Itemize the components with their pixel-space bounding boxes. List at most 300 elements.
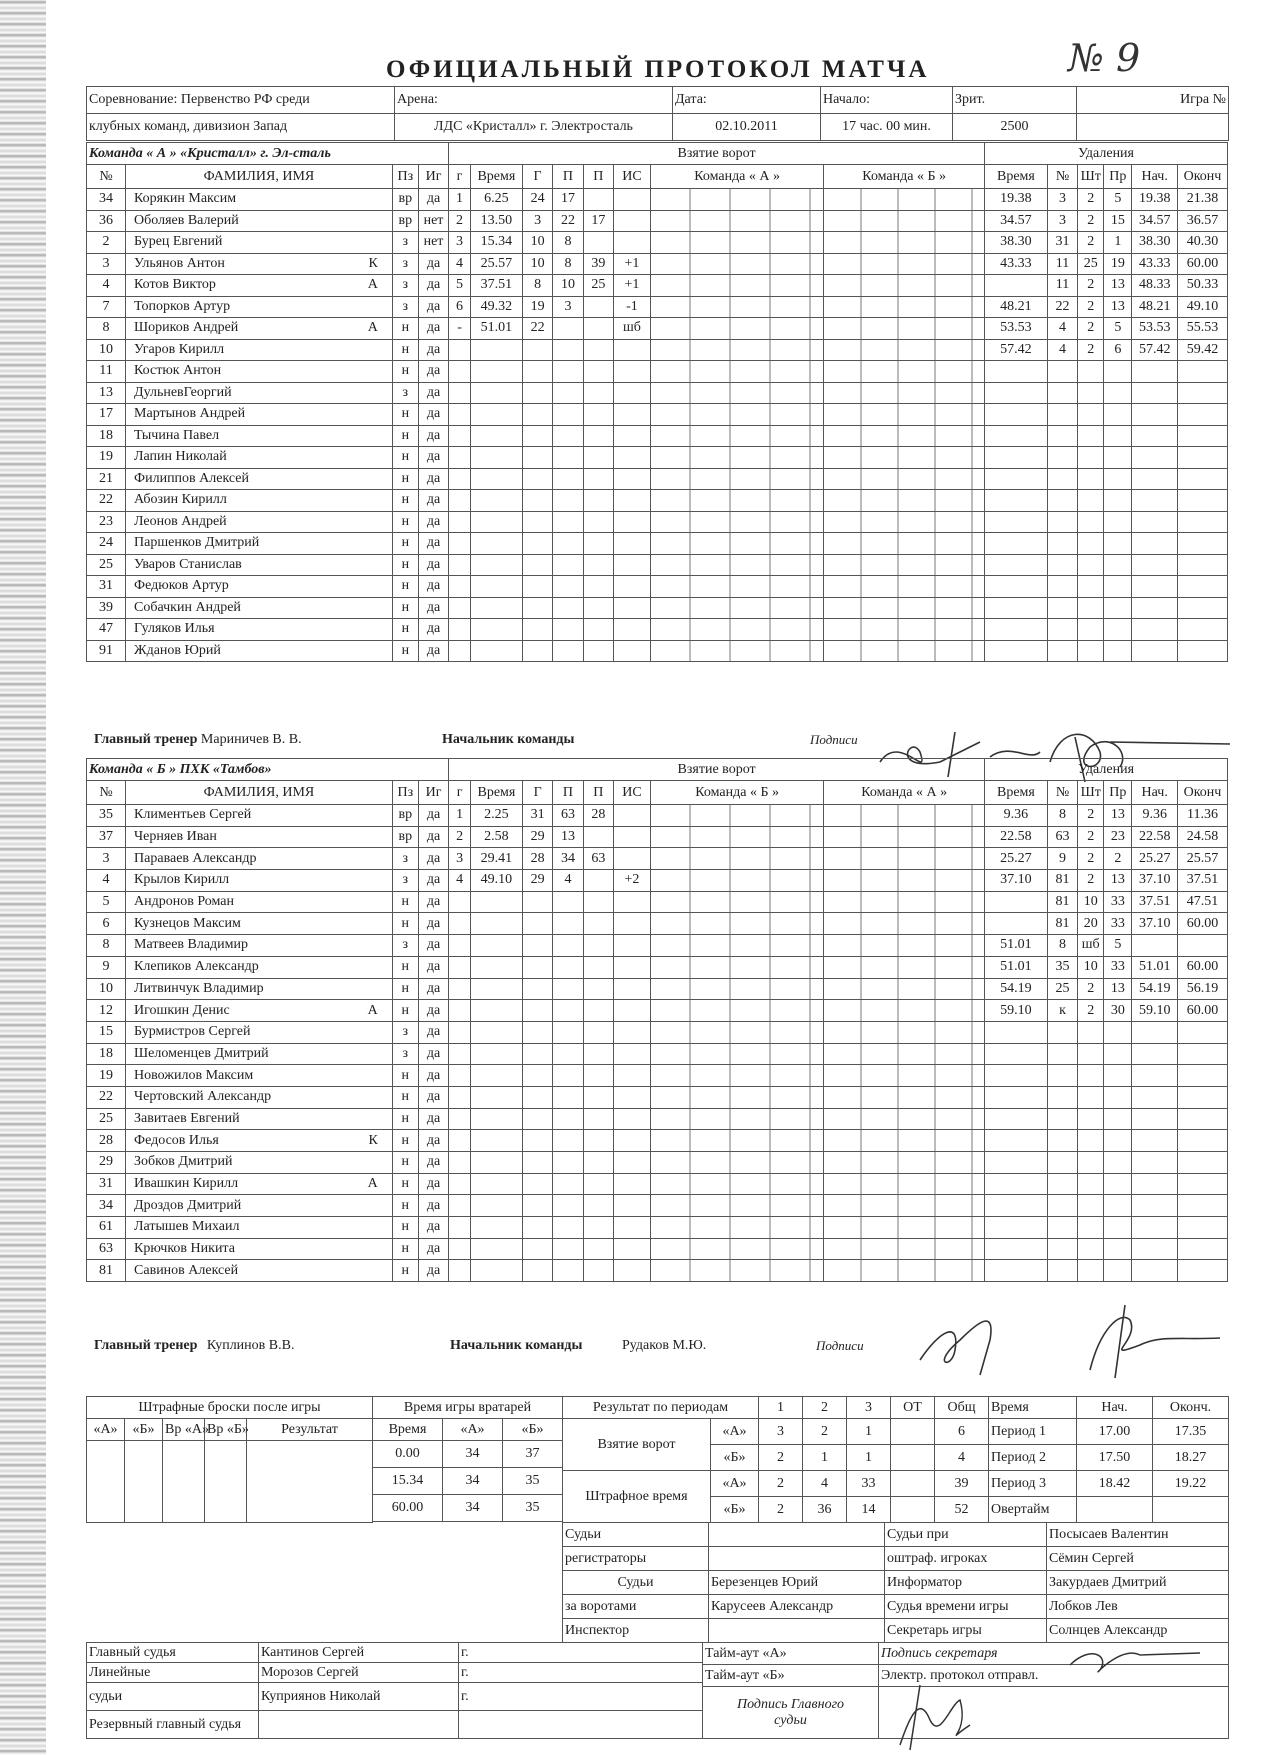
goal-p2 <box>583 935 613 957</box>
goal-is <box>614 1238 651 1260</box>
goal-p2 <box>583 978 613 1000</box>
player-row <box>87 511 1228 533</box>
player-row <box>87 361 1228 383</box>
penalty-time <box>984 554 1047 576</box>
goal-p1 <box>553 619 583 641</box>
goal-g <box>522 339 552 361</box>
period-start: 18.42 <box>1077 1471 1153 1497</box>
goal-g <box>449 956 471 978</box>
penalty-no <box>1047 1130 1077 1152</box>
spectators-value: 2500 <box>953 114 1077 141</box>
player-number: 12 <box>87 1000 126 1022</box>
penalty-no <box>1047 447 1077 469</box>
referee-label: Главный судья <box>87 1643 259 1663</box>
penalty-start <box>1132 361 1178 383</box>
player-played: да <box>418 1152 448 1174</box>
goals-own-cell <box>650 1000 824 1022</box>
period-times-table <box>988 1396 1229 1523</box>
period-end <box>1153 1497 1229 1523</box>
period-results-table <box>562 1396 989 1523</box>
team-header: Команда « Б » ПХК «Тамбов» <box>87 759 449 781</box>
goal-p2 <box>583 382 613 404</box>
penalty-pr: 5 <box>1104 318 1132 340</box>
goals-opp-cell <box>824 361 985 383</box>
player-role: К <box>368 255 378 271</box>
player-row <box>87 296 1228 318</box>
goal-is: шб <box>614 318 651 340</box>
timeout-b-label: Тайм-аут «Б» <box>703 1665 879 1687</box>
goalie-time-title: Время игры вратарей <box>373 1397 563 1419</box>
penalty-sht: 2 <box>1078 210 1104 232</box>
goal-p2 <box>583 425 613 447</box>
goal-is <box>614 1043 651 1065</box>
player-name-cell <box>126 576 393 598</box>
player-position: н <box>392 891 418 913</box>
goal-is <box>614 382 651 404</box>
penalty-no: 81 <box>1047 891 1077 913</box>
pim-b-p3: 14 <box>847 1497 891 1523</box>
goals-opp-cell <box>824 339 985 361</box>
player-name-cell <box>126 339 393 361</box>
player-row <box>87 404 1228 426</box>
goal-is <box>614 404 651 426</box>
player-played: да <box>418 935 448 957</box>
player-number: 36 <box>87 210 126 232</box>
informer-label: Информатор <box>885 1571 1047 1595</box>
player-name-cell <box>126 1043 393 1065</box>
penalty-start <box>1132 404 1178 426</box>
reg-judges-label-1: Судьи <box>563 1523 709 1547</box>
penalty-pr <box>1104 1152 1132 1174</box>
penalty-time: 51.01 <box>984 935 1047 957</box>
penalty-time <box>984 1238 1047 1260</box>
goals-own-cell <box>650 826 824 848</box>
goalie-col-time: Время <box>373 1419 443 1441</box>
player-name-cell <box>126 1065 393 1087</box>
player-position: н <box>392 956 418 978</box>
player-played: да <box>418 253 448 275</box>
player-played: да <box>418 805 448 827</box>
player-name-cell <box>126 361 393 383</box>
head-sig-line-1: Подпись Главного <box>736 1696 845 1712</box>
periods-col-ot: ОТ <box>891 1397 935 1419</box>
player-row <box>87 189 1228 211</box>
player-name: ДульневГеоргий <box>134 384 232 400</box>
goal-g <box>449 1021 471 1043</box>
goal-p1 <box>553 318 583 340</box>
goal-p1 <box>553 978 583 1000</box>
penalty-end: 47.51 <box>1177 891 1227 913</box>
goal-p1 <box>553 956 583 978</box>
penalty-end: 55.53 <box>1177 318 1227 340</box>
penalty-sht <box>1078 1238 1104 1260</box>
penalty-time: 48.21 <box>984 296 1047 318</box>
goal-p2 <box>583 1173 613 1195</box>
penalty-time <box>984 490 1047 512</box>
player-name: Топорков Артур <box>134 298 231 314</box>
penalties-title: Удаления <box>984 143 1227 165</box>
player-name-cell <box>126 597 393 619</box>
col-pen-minutes: Шт <box>1078 781 1104 805</box>
head-sig-line-2: судьи <box>774 1712 807 1728</box>
penalty-time: 43.33 <box>984 253 1047 275</box>
goal-g <box>522 597 552 619</box>
goal-p1: 8 <box>553 232 583 254</box>
player-position: з <box>392 275 418 297</box>
player-name: Жданов Юрий <box>134 642 221 658</box>
penalty-start: 9.36 <box>1132 805 1178 827</box>
goal-is <box>614 447 651 469</box>
player-played: да <box>418 533 448 555</box>
goal-g <box>522 1260 552 1282</box>
player-number: 11 <box>87 361 126 383</box>
penalty-no: 11 <box>1047 253 1077 275</box>
goals-own-cell <box>650 848 824 870</box>
player-played: да <box>418 1217 448 1239</box>
goal-p1: 63 <box>553 805 583 827</box>
goal-g <box>449 533 471 555</box>
goal-g <box>449 1065 471 1087</box>
player-number: 8 <box>87 935 126 957</box>
pim-a-p1: 2 <box>759 1471 803 1497</box>
penalty-no <box>1047 1086 1077 1108</box>
player-position: з <box>392 382 418 404</box>
player-row <box>87 1021 1228 1043</box>
player-number: 15 <box>87 1021 126 1043</box>
player-position: н <box>392 1086 418 1108</box>
penalty-sht: 2 <box>1078 339 1104 361</box>
penalty-end <box>1177 382 1227 404</box>
player-name-cell <box>126 1260 393 1282</box>
player-name-cell <box>126 404 393 426</box>
pim-a-ot <box>891 1471 935 1497</box>
goals-a-p2: 2 <box>803 1419 847 1445</box>
goal-g: 3 <box>522 210 552 232</box>
player-row <box>87 275 1228 297</box>
player-name: Федосов Илья <box>134 1132 219 1148</box>
penalty-start: 51.01 <box>1132 956 1178 978</box>
player-position: н <box>392 404 418 426</box>
penalty-end: 25.57 <box>1177 848 1227 870</box>
goal-p2 <box>583 511 613 533</box>
penalty-end: 60.00 <box>1177 956 1227 978</box>
player-row <box>87 232 1228 254</box>
date-value: 02.10.2011 <box>673 114 821 141</box>
goal-time <box>470 533 522 555</box>
goal-is <box>614 597 651 619</box>
period-end: 17.35 <box>1153 1419 1229 1445</box>
penalty-no: 22 <box>1047 296 1077 318</box>
player-position: н <box>392 597 418 619</box>
goal-is <box>614 232 651 254</box>
player-name-cell <box>126 1108 393 1130</box>
goal-p2 <box>583 1238 613 1260</box>
goal-g <box>449 339 471 361</box>
arena-value: ЛДС «Кристалл» г. Электросталь <box>395 114 673 141</box>
goal-time <box>470 447 522 469</box>
goals-opp-cell <box>824 533 985 555</box>
goalie-time-row <box>373 1468 563 1495</box>
penalty-sht: 25 <box>1078 253 1104 275</box>
goals-opp-cell <box>824 1021 985 1043</box>
goal-g: 29 <box>522 870 552 892</box>
linesmen-label-1: Линейные <box>87 1663 259 1683</box>
player-number: 7 <box>87 296 126 318</box>
player-number: 19 <box>87 1065 126 1087</box>
linesman-2-city: г. <box>459 1683 703 1711</box>
goal-time <box>470 490 522 512</box>
player-name: Костюк Антон <box>134 363 222 379</box>
player-position: н <box>392 1130 418 1152</box>
player-row <box>87 826 1228 848</box>
player-number: 3 <box>87 253 126 275</box>
player-name: Леонов Андрей <box>134 513 227 529</box>
penalty-end <box>1177 404 1227 426</box>
penalty-no: 4 <box>1047 318 1077 340</box>
reg-judges-label-2: регистраторы <box>563 1547 709 1571</box>
goal-g: 8 <box>522 275 552 297</box>
penalty-no: к <box>1047 1000 1077 1022</box>
goal-g <box>449 447 471 469</box>
penalty-pr <box>1104 1108 1132 1130</box>
player-position: н <box>392 554 418 576</box>
penalty-no: 11 <box>1047 275 1077 297</box>
player-number: 81 <box>87 1260 126 1282</box>
period-times-time-label: Время <box>989 1397 1077 1419</box>
game-number-value <box>1077 114 1229 141</box>
player-name-cell <box>126 1195 393 1217</box>
penalty-end <box>1177 1217 1227 1239</box>
penalty-start <box>1132 447 1178 469</box>
goal-is <box>614 1086 651 1108</box>
goal-g <box>522 935 552 957</box>
penalty-end <box>1177 533 1227 555</box>
penalty-sht <box>1078 1021 1104 1043</box>
player-played: да <box>418 640 448 662</box>
player-number: 8 <box>87 318 126 340</box>
penalty-start: 37.51 <box>1132 891 1178 913</box>
player-position: н <box>392 1217 418 1239</box>
penalty-start <box>1132 490 1178 512</box>
player-name-cell <box>126 978 393 1000</box>
penalty-start <box>1132 1130 1178 1152</box>
penalty-end <box>1177 468 1227 490</box>
goal-p2 <box>583 447 613 469</box>
goal-g <box>522 640 552 662</box>
goal-is <box>614 339 651 361</box>
goal-g: 4 <box>449 870 471 892</box>
goal-p2 <box>583 956 613 978</box>
penalty-pr <box>1104 361 1132 383</box>
player-row <box>87 913 1228 935</box>
goal-time <box>470 1130 522 1152</box>
player-name: Ивашкин Кирилл <box>134 1176 239 1192</box>
goal-p2 <box>583 339 613 361</box>
penalty-time: 9.36 <box>984 805 1047 827</box>
goals-own-cell <box>650 404 824 426</box>
shootout-col-b: «Б» <box>125 1419 163 1441</box>
penalty-end: 49.10 <box>1177 296 1227 318</box>
penalty-pr <box>1104 1086 1132 1108</box>
goal-time <box>470 1238 522 1260</box>
goal-g: 6 <box>449 296 471 318</box>
penalty-start: 54.19 <box>1132 978 1178 1000</box>
player-position: з <box>392 870 418 892</box>
goals-opp-cell <box>824 275 985 297</box>
goals-opp-cell <box>824 1086 985 1108</box>
goals-opp-cell <box>824 468 985 490</box>
goal-g <box>449 554 471 576</box>
penalty-start <box>1132 640 1178 662</box>
goals-own-cell <box>650 339 824 361</box>
penalty-time <box>984 1173 1047 1195</box>
period-end: 19.22 <box>1153 1471 1229 1497</box>
game-number-label: Игра № <box>1077 87 1229 114</box>
goal-g <box>449 597 471 619</box>
goal-p1: 34 <box>553 848 583 870</box>
goal-p2 <box>583 1217 613 1239</box>
goals-own-cell <box>650 533 824 555</box>
penalty-start: 34.57 <box>1132 210 1178 232</box>
penalty-pr <box>1104 511 1132 533</box>
player-name: Чертовский Александр <box>134 1089 272 1105</box>
penalty-no <box>1047 1152 1077 1174</box>
player-number: 4 <box>87 275 126 297</box>
player-number: 31 <box>87 1173 126 1195</box>
goal-p2 <box>583 913 613 935</box>
goals-opp-cell <box>824 554 985 576</box>
player-number: 35 <box>87 805 126 827</box>
penalty-time <box>984 1195 1047 1217</box>
match-header <box>86 86 1229 141</box>
goal-p1 <box>553 447 583 469</box>
goals-own-cell <box>650 1065 824 1087</box>
player-number: 13 <box>87 382 126 404</box>
player-name-cell <box>126 210 393 232</box>
goal-is <box>614 891 651 913</box>
goal-p2 <box>583 870 613 892</box>
player-name-cell <box>126 1130 393 1152</box>
player-played: да <box>418 1021 448 1043</box>
player-row <box>87 210 1228 232</box>
goal-g <box>522 913 552 935</box>
player-name: Дроздов Дмитрий <box>134 1197 242 1213</box>
goals-opp-cell <box>824 826 985 848</box>
penalty-start: 48.33 <box>1132 275 1178 297</box>
goals-opp-cell <box>824 891 985 913</box>
penalty-time <box>984 533 1047 555</box>
goal-p2 <box>583 1043 613 1065</box>
period-start: 17.50 <box>1077 1445 1153 1471</box>
goals-own-cell <box>650 619 824 641</box>
team-b-manager-value: Рудаков М.Ю. <box>622 1338 707 1353</box>
penalty-no: 4 <box>1047 339 1077 361</box>
player-row <box>87 597 1228 619</box>
goals-opp-cell <box>824 619 985 641</box>
goals-own-cell <box>650 1130 824 1152</box>
goal-is <box>614 619 651 641</box>
goals-own-cell <box>650 913 824 935</box>
goals-a-p3: 1 <box>847 1419 891 1445</box>
periods-goals-b-label: «Б» <box>711 1445 759 1471</box>
player-played: да <box>418 576 448 598</box>
goal-g <box>522 619 552 641</box>
period-time-row <box>989 1445 1229 1471</box>
goal-is <box>614 361 651 383</box>
player-played: да <box>418 891 448 913</box>
player-position: н <box>392 468 418 490</box>
period-end: 18.27 <box>1153 1445 1229 1471</box>
goal-p2 <box>583 1065 613 1087</box>
player-name-cell <box>126 511 393 533</box>
penalty-start: 19.38 <box>1132 189 1178 211</box>
goal-g <box>522 490 552 512</box>
goal-g <box>522 382 552 404</box>
goal-judge-1: Березенцев Юрий <box>709 1571 885 1595</box>
penalty-start: 48.21 <box>1132 296 1178 318</box>
penalty-sht <box>1078 640 1104 662</box>
pim-b-p2: 36 <box>803 1497 847 1523</box>
goals-own-cell <box>650 1260 824 1282</box>
player-number: 4 <box>87 870 126 892</box>
goal-p1 <box>553 404 583 426</box>
col-goals-own: Команда « Б » <box>650 781 824 805</box>
penalty-no <box>1047 404 1077 426</box>
player-name-cell <box>126 870 393 892</box>
player-number: 34 <box>87 189 126 211</box>
penalty-pr <box>1104 490 1132 512</box>
penalty-start <box>1132 1043 1178 1065</box>
goal-p2: 39 <box>583 253 613 275</box>
goal-is <box>614 640 651 662</box>
penalty-no <box>1047 597 1077 619</box>
col-goal-no: г <box>449 781 471 805</box>
player-name-cell <box>126 318 393 340</box>
goals-own-cell <box>650 978 824 1000</box>
goalie-change-time: 0.00 <box>373 1441 443 1468</box>
goal-is <box>614 978 651 1000</box>
penalty-no <box>1047 1021 1077 1043</box>
penalty-sht <box>1078 447 1104 469</box>
period-time-row <box>989 1497 1229 1523</box>
player-number: 22 <box>87 490 126 512</box>
col-played: Иг <box>418 781 448 805</box>
penalty-time <box>984 1260 1047 1282</box>
player-name-cell <box>126 554 393 576</box>
goal-g: 3 <box>449 232 471 254</box>
goal-p2 <box>583 1108 613 1130</box>
goals-own-cell <box>650 468 824 490</box>
player-name: Шеломенцев Дмитрий <box>134 1045 269 1061</box>
player-position: н <box>392 511 418 533</box>
player-row <box>87 1065 1228 1087</box>
col-pen-reason: Пр <box>1104 165 1132 189</box>
col-goals-opp: Команда « А » <box>824 781 985 805</box>
penalty-time <box>984 1086 1047 1108</box>
goals-opp-cell <box>824 404 985 426</box>
penalty-end: 60.00 <box>1177 1000 1227 1022</box>
penalty-sht: 2 <box>1078 870 1104 892</box>
goal-is <box>614 576 651 598</box>
penalty-end <box>1177 576 1227 598</box>
col-pen-reason: Пр <box>1104 781 1132 805</box>
goal-time: 2.25 <box>470 805 522 827</box>
player-played: да <box>418 1238 448 1260</box>
col-pen-end: Оконч <box>1177 781 1227 805</box>
player-name: Федюков Артур <box>134 578 229 594</box>
player-played: да <box>418 189 448 211</box>
linesman-1-city: г. <box>459 1663 703 1683</box>
